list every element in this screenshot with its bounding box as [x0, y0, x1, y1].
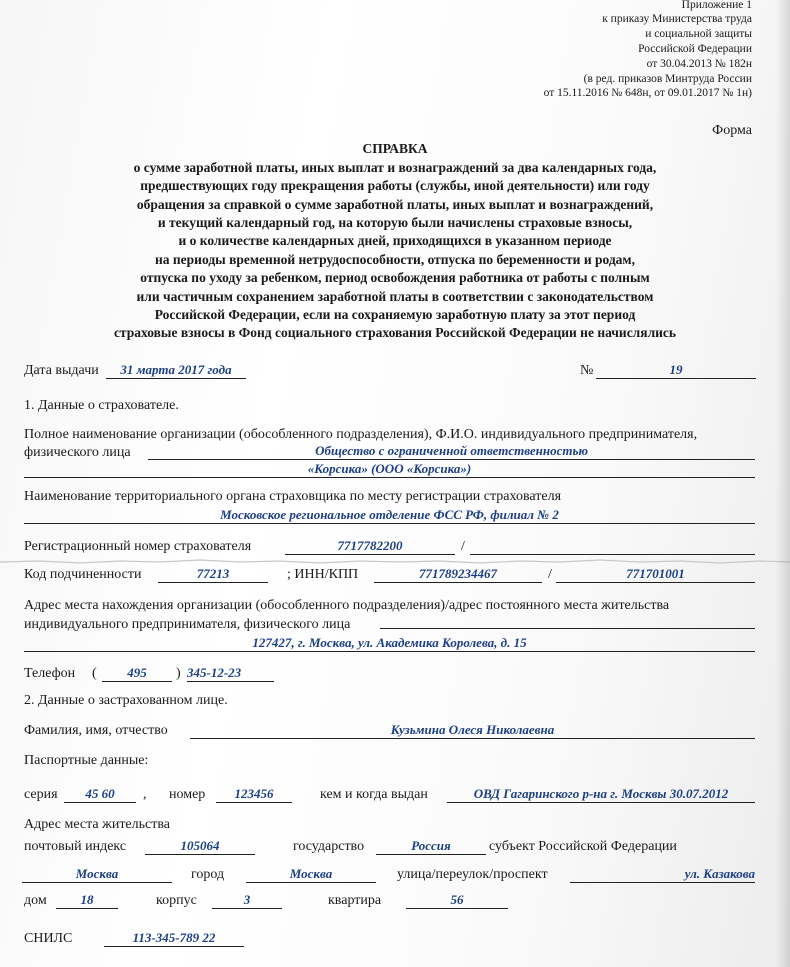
subject-label: субъект Российской Федерации	[489, 839, 677, 854]
issued-by-label: кем и когда выдан	[320, 787, 428, 802]
subtitle-line: и о количестве календарных дней, приходящихся в указанном периоде	[178, 233, 612, 248]
passport-number-field[interactable]: 123456	[216, 786, 292, 803]
subtitle-line: обращения за справкой о сумме заработной платы, иных выплат и вознаграждений,	[136, 197, 654, 212]
inn-kpp-label: ; ИНН/КПП	[287, 567, 359, 582]
address-field-line[interactable]	[380, 612, 755, 629]
appendix-line: от 30.04.2013 № 182н	[646, 58, 752, 70]
residence-label: Адрес места жительства	[24, 817, 170, 832]
subordination-code-label: Код подчиненности	[24, 567, 142, 582]
org-name-field-cont[interactable]: «Корсика» (ООО «Корсика»)	[24, 461, 755, 478]
snils-label: СНИЛС	[24, 931, 73, 946]
issue-number-field[interactable]: 19	[596, 362, 756, 379]
appendix-line: (в ред. приказов Минтруда России	[583, 73, 752, 85]
issued-by-field[interactable]: ОВД Гагаринского р-на г. Москвы 30.07.2012	[447, 786, 755, 803]
reg-number-field-2[interactable]	[470, 538, 755, 555]
appendix-line: от 15.11.2016 № 648н, от 09.01.2017 № 1н)	[543, 87, 752, 99]
region-field[interactable]: Москва	[22, 866, 172, 883]
house-label: дом	[24, 893, 47, 908]
postal-code-field[interactable]: 105064	[145, 838, 255, 855]
org-name-label: Полное наименование организации (обособленного подразделения), Ф.И.О. индивидуального предпринимателя,	[24, 427, 698, 442]
passport-series-field[interactable]: 45 60	[64, 786, 136, 803]
reg-number-label: Регистрационный номер страхователя	[24, 539, 252, 554]
inn-field[interactable]: 771789234467	[374, 566, 542, 583]
subtitle-line: предшествующих году прекращения работы (службы, иной деятельности) или году	[140, 178, 650, 193]
reg-number-field[interactable]: 7717782200	[285, 538, 455, 555]
slash-separator: /	[461, 539, 465, 554]
document-title: СПРАВКА	[362, 141, 428, 156]
org-name-label-cont: физического лица	[24, 445, 131, 460]
full-name-label: Фамилия, имя, отчество	[24, 723, 168, 738]
section-2-heading: 2. Данные о застрахованном лице.	[24, 693, 228, 708]
subtitle-line: о сумме заработной платы, иных выплат и вознаграждений за два календарных года,	[133, 160, 657, 175]
address-label-cont: индивидуального предпринимателя, физического лица	[24, 617, 351, 632]
passport-number-label: номер	[169, 787, 206, 802]
subtitle-line: Российской Федерации, если на сохраняемую заработную плату за этот период	[154, 307, 636, 322]
state-field[interactable]: Россия	[376, 838, 486, 855]
phone-number-field[interactable]: 345-12-23	[187, 665, 274, 682]
page-edge-shadow	[776, 0, 790, 967]
phone-code-field[interactable]: 495	[102, 665, 172, 682]
subtitle-line: на периоды временной нетрудоспособности, отпуска по беременности и родам,	[155, 252, 635, 267]
passport-series-label: серия	[24, 787, 58, 802]
territorial-body-label: Наименование территориального органа страховщика по месту регистрации страхователя	[24, 489, 562, 504]
building-field[interactable]: 3	[212, 892, 282, 909]
state-label: государство	[293, 839, 365, 854]
phone-paren-close: )	[176, 666, 181, 681]
form-label: Форма	[712, 123, 752, 138]
subtitle-line: страховые взносы в Фонд социального страхования Российской Федерации не начислялись	[113, 325, 677, 340]
phone-paren-open: (	[92, 666, 97, 681]
city-field[interactable]: Москва	[246, 866, 376, 883]
city-label: город	[191, 867, 225, 882]
phone-label: Телефон	[24, 666, 76, 681]
issue-date-field[interactable]: 31 марта 2017 года	[106, 362, 246, 379]
comma-separator: ,	[143, 787, 147, 802]
apartment-field[interactable]: 56	[406, 892, 508, 909]
subtitle-line: отпуска по уходу за ребенком, период освобождения работника от работы с полным	[140, 270, 650, 285]
org-name-field[interactable]: Общество с ограниченной ответственностью	[148, 443, 755, 460]
house-field[interactable]: 18	[56, 892, 118, 909]
snils-field[interactable]: 113-345-789 22	[104, 930, 244, 947]
address-label: Адрес места нахождения организации (обособленного подразделения)/адрес постоянного места жительства	[24, 598, 670, 613]
full-name-field[interactable]: Кузьмина Олеся Николаевна	[190, 722, 755, 739]
passport-label: Паспортные данные:	[24, 753, 149, 768]
postal-code-label: почтовый индекс	[24, 839, 127, 854]
territorial-body-field[interactable]: Московское региональное отделение ФСС РФ, филиал № 2	[24, 507, 755, 524]
section-1-heading: 1. Данные о страхователе.	[24, 398, 179, 413]
issue-number-label: №	[580, 363, 594, 378]
appendix-line: Российской Федерации	[638, 43, 752, 55]
subordination-code-field[interactable]: 77213	[158, 566, 268, 583]
kpp-field[interactable]: 771701001	[556, 566, 755, 583]
street-label: улица/переулок/проспект	[397, 867, 548, 882]
appendix-line: и социальной защиты	[645, 28, 752, 40]
apartment-label: квартира	[328, 893, 382, 908]
subtitle-line: и текущий календарный год, на которую были начислены страховые взносы,	[157, 215, 633, 230]
street-field[interactable]: ул. Казакова	[570, 866, 755, 883]
subtitle-line: или частичным сохранением заработной платы в соответствии с законодательством	[136, 289, 654, 304]
appendix-line: к приказу Министерства труда	[602, 13, 752, 25]
address-field[interactable]: 127427, г. Москва, ул. Академика Королева, д. 15	[24, 635, 755, 652]
appendix-line: Приложение 1	[681, 0, 752, 11]
slash-separator: /	[548, 567, 552, 582]
building-label: корпус	[156, 893, 197, 908]
issue-date-label: Дата выдачи	[24, 363, 99, 378]
